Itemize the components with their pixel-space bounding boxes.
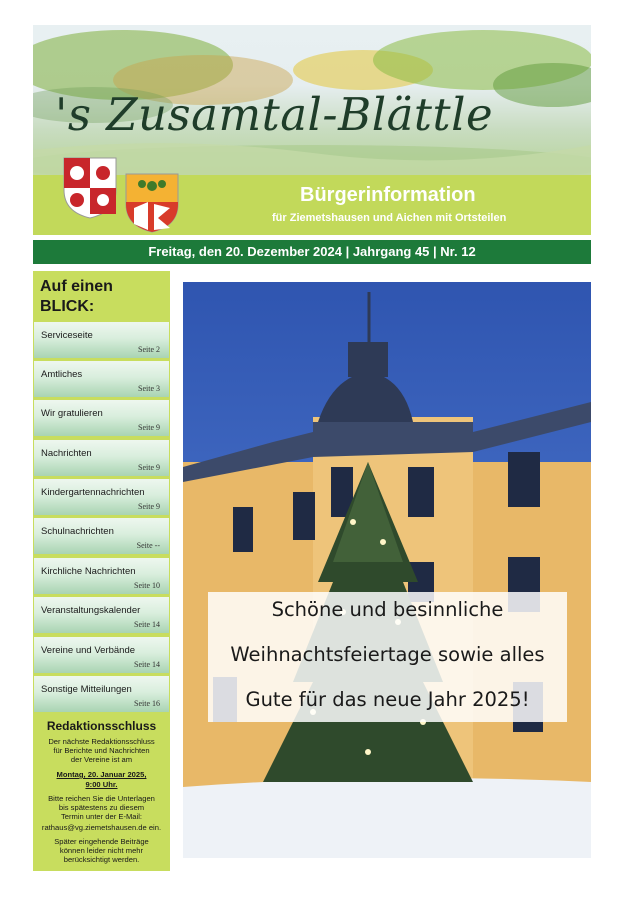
toc-item-page: Seite 9 — [138, 502, 160, 511]
deadline-text-line: Der nächste Redaktionsschluss — [48, 737, 155, 746]
deadline-text-line: bis spätestens zu diesem — [58, 803, 145, 812]
toc-item-veranstaltungskalender[interactable] — [34, 597, 169, 633]
toc-item-label: Wir gratulieren — [41, 408, 103, 419]
greeting-line1: Schöne und besinnliche — [271, 598, 504, 621]
toc-item-page: Seite 10 — [134, 581, 160, 590]
toc-item-schulnachrichten[interactable] — [34, 518, 169, 554]
deadline-time: 9:00 Uhr. — [85, 780, 118, 789]
toc-item-label: Kindergartennachrichten — [41, 487, 145, 498]
contact-email[interactable]: rathaus@vg.ziemetshausen.de ein. — [41, 823, 162, 832]
deadline-text-line: können leider nicht mehr — [59, 846, 144, 855]
cover-photo — [183, 282, 591, 858]
deadline-text-line: der Vereine ist am — [70, 755, 133, 764]
sidebar-heading-line2: BLICK: — [40, 298, 95, 315]
toc-item-label: Sonstige Mitteilungen — [41, 684, 132, 695]
toc-item-vereine-und-verbaende[interactable] — [34, 637, 169, 673]
toc-item-nachrichten[interactable] — [34, 440, 169, 476]
toc-item-page: Seite 3 — [138, 384, 160, 393]
toc-item-label: Veranstaltungskalender — [41, 605, 141, 616]
toc-item-page: Seite 9 — [138, 463, 160, 472]
toc-item-page: Seite 16 — [134, 699, 160, 708]
band-subtitle: für Ziemetshausen und Aichen mit Ortsteilen — [272, 212, 507, 224]
toc-item-wir-gratulieren[interactable] — [34, 400, 169, 436]
toc-item-page: Seite 2 — [138, 345, 160, 354]
toc-item-kirchliche-nachrichten[interactable] — [34, 558, 169, 594]
toc-item-label: Schulnachrichten — [41, 526, 114, 537]
toc-item-page: Seite 14 — [134, 660, 160, 669]
newspaper-title: 's Zusamtal-Blättle — [55, 88, 494, 141]
issue-date-band: Freitag, den 20. Dezember 2024 | Jahrgang 45 | Nr. 12 — [33, 240, 591, 264]
toc-item-serviceseite[interactable] — [34, 322, 169, 358]
toc-item-label: Kirchliche Nachrichten — [41, 566, 136, 577]
deadline-date: Montag, 20. Januar 2025, — [56, 770, 147, 779]
deadline-title: Redaktionsschluss — [46, 719, 157, 733]
greeting-line2: Weihnachtsfeiertage sowie alles — [230, 643, 545, 666]
toc-item-page: Seite -- — [136, 541, 160, 550]
toc-item-amtliches[interactable] — [34, 361, 169, 397]
toc-item-page: Seite 14 — [134, 620, 160, 629]
deadline-text-line: für Berichte und Nachrichten — [53, 746, 150, 755]
deadline-text-line: Später eingehende Beiträge — [54, 837, 149, 846]
band-title: Bürgerinformation — [300, 184, 476, 206]
sidebar-heading-line1: Auf einen — [40, 278, 113, 295]
deadline-text-line: Termin unter der E-Mail: — [60, 812, 143, 821]
deadline-text-line: Bitte reichen Sie die Unterlagen — [48, 794, 155, 803]
coat-of-arms-ziemetshausen — [62, 156, 118, 220]
town-hall-christmas-tree-illustration — [183, 282, 591, 858]
toc-item-kindergartennachrichten[interactable] — [34, 479, 169, 515]
deadline-text-line: berücksichtigt werden. — [63, 855, 140, 864]
toc-item-page: Seite 9 — [138, 423, 160, 432]
coat-of-arms-aichen — [124, 172, 180, 234]
toc-item-label: Amtliches — [41, 369, 83, 380]
greeting-line3: Gute für das neue Jahr 2025! — [245, 688, 530, 711]
toc-item-label: Serviceseite — [41, 330, 93, 341]
toc-item-label: Vereine und Verbände — [41, 645, 136, 656]
toc-item-label: Nachrichten — [41, 448, 92, 459]
toc-item-sonstige-mitteilungen[interactable] — [34, 676, 169, 712]
